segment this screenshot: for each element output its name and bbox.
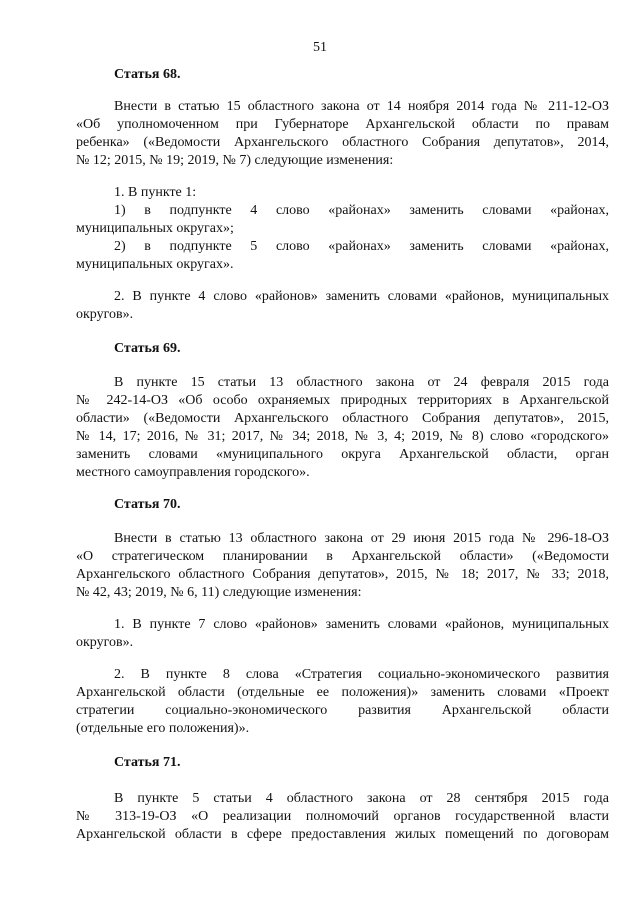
paragraph-line: Внести в статью 13 областного закона от 29 июня 2015 года № 296-18-ОЗ (114, 531, 609, 546)
paragraph-line: Архангельской области (отдельные ее положения)» заменить словами «Проект (76, 685, 609, 700)
paragraph-line: «О стратегическом планировании в Архангельской области» («Ведомости (76, 549, 609, 564)
paragraph-line: № 242-14-ОЗ «Об особо охраняемых природных территориях в Архангельской (76, 393, 609, 408)
paragraph-line: местного самоуправления городского». (76, 465, 310, 480)
paragraph-line: (отдельные его положения)». (76, 721, 250, 736)
paragraph-line: муниципальных округах». (76, 257, 234, 272)
paragraph-line: округов». (76, 635, 134, 650)
paragraph-line: ребенка» («Ведомости Архангельского областного Собрания депутатов», 2014, (76, 135, 609, 150)
paragraph-line: стратегии социально-экономического развития Архангельской области (76, 703, 609, 718)
paragraph-line: Архангельской области в сфере предоставления жилых помещений по договорам (76, 827, 609, 842)
paragraph-line: В пункте 15 статьи 13 областного закона от 24 февраля 2015 года (114, 375, 609, 390)
paragraph-line: муниципальных округах»; (76, 221, 234, 236)
article-heading: Статья 69. (114, 341, 181, 356)
paragraph-line: Архангельского областного Собрания депутатов», 2015, № 18; 2017, № 33; 2018, (76, 567, 609, 582)
paragraph-line: «Об уполномоченном при Губернаторе Архангельской области по правам (76, 117, 609, 132)
paragraph-line: области» («Ведомости Архангельского областного Собрания депутатов», 2015, (76, 411, 609, 426)
paragraph-line: № 42, 43; 2019, № 6, 11) следующие изменения: (76, 585, 362, 600)
paragraph-line: № 313-19-ОЗ «О реализации полномочий органов государственной власти (76, 809, 609, 824)
paragraph-line: заменить словами «муниципального округа Архангельской области, орган (76, 447, 609, 462)
paragraph-line: В пункте 5 статьи 4 областного закона от 28 сентября 2015 года (114, 791, 609, 806)
paragraph-line: 1. В пункте 7 слово «районов» заменить словами «районов, муниципальных (114, 617, 609, 632)
page-number: 51 (313, 40, 327, 55)
paragraph-line: № 12; 2015, № 19; 2019, № 7) следующие изменения: (76, 153, 394, 168)
article-heading: Статья 70. (114, 497, 181, 512)
article-heading: Статья 71. (114, 755, 181, 770)
paragraph-line: 2. В пункте 4 слово «районов» заменить словами «районов, муниципальных (114, 289, 609, 304)
paragraph-line: 1) в подпункте 4 слово «районах» заменить словами «районах, (114, 203, 609, 218)
paragraph-line: округов». (76, 307, 134, 322)
paragraph-line: 1. В пункте 1: (114, 185, 197, 200)
paragraph-line: 2) в подпункте 5 слово «районах» заменить словами «районах, (114, 239, 609, 254)
paragraph-line: Внести в статью 15 областного закона от 14 ноября 2014 года № 211-12-ОЗ (114, 99, 609, 114)
paragraph-line: № 14, 17; 2016, № 31; 2017, № 34; 2018, № 3, 4; 2019, № 8) слово «городского» (76, 429, 609, 444)
article-heading: Статья 68. (114, 67, 181, 82)
paragraph-line: 2. В пункте 8 слова «Стратегия социально-экономического развития (114, 667, 609, 682)
